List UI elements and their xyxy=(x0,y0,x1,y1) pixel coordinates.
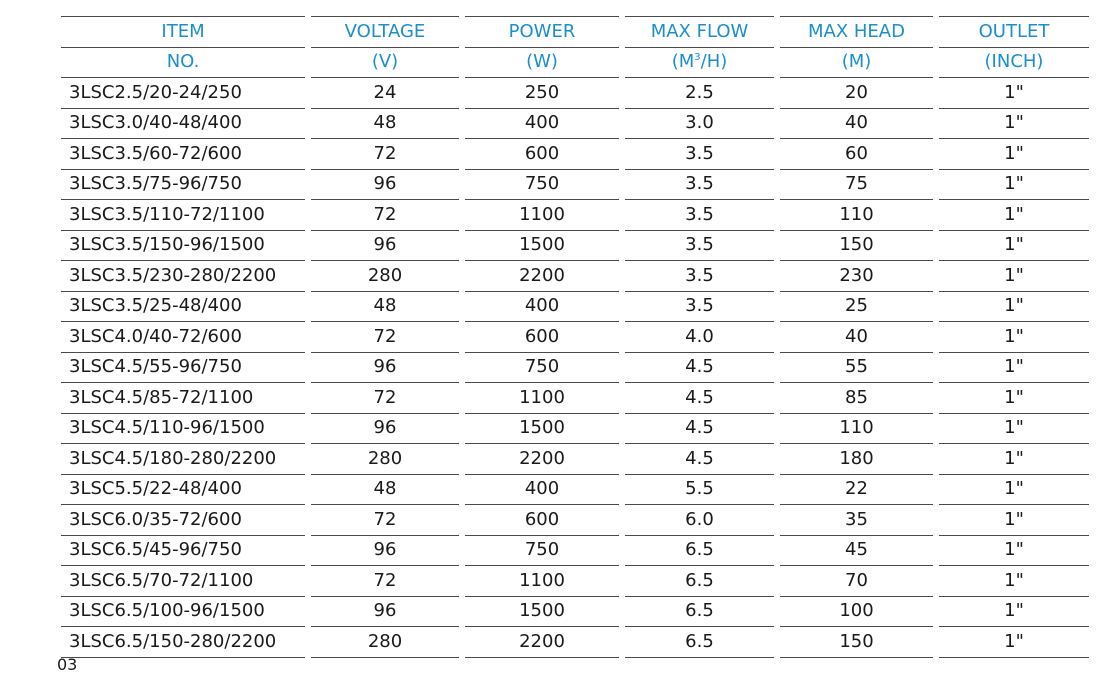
model-cell: 3LSC4.5/180-280/2200 xyxy=(61,444,305,475)
outlet-cell: 1" xyxy=(939,505,1089,536)
max-flow-cell: 5.5 xyxy=(625,475,774,506)
outlet-cell: 1" xyxy=(939,444,1089,475)
voltage-cell: 72 xyxy=(311,383,459,414)
outlet-cell: 1" xyxy=(939,475,1089,506)
max-head-cell: 180 xyxy=(780,444,933,475)
max-flow-cell: 4.5 xyxy=(625,353,774,384)
outlet-cell: 1" xyxy=(939,383,1089,414)
table-row xyxy=(61,383,1089,414)
max-head-cell: 110 xyxy=(780,414,933,445)
max-head-cell: 45 xyxy=(780,536,933,567)
header-item: ITEM xyxy=(61,16,305,48)
voltage-cell: 72 xyxy=(311,505,459,536)
power-cell: 1500 xyxy=(465,597,619,628)
power-cell: 2200 xyxy=(465,444,619,475)
max-head-cell: 150 xyxy=(780,231,933,262)
max-head-cell: 75 xyxy=(780,170,933,201)
max-flow-cell: 4.0 xyxy=(625,322,774,353)
header-voltage: VOLTAGE xyxy=(311,16,459,48)
max-flow-cell: 6.5 xyxy=(625,536,774,567)
max-flow-cell: 4.5 xyxy=(625,414,774,445)
voltage-cell: 280 xyxy=(311,261,459,292)
header-power: POWER xyxy=(465,16,619,48)
outlet-cell: 1" xyxy=(939,597,1089,628)
unit-flow xyxy=(625,48,774,79)
table-row xyxy=(61,505,1089,536)
model-cell: 3LSC6.0/35-72/600 xyxy=(61,505,305,536)
power-cell: 1500 xyxy=(465,414,619,445)
model-cell: 3LSC4.5/55-96/750 xyxy=(61,353,305,384)
voltage-cell: 96 xyxy=(311,414,459,445)
power-cell: 1100 xyxy=(465,383,619,414)
table-row xyxy=(61,536,1089,567)
max-flow-cell: 6.5 xyxy=(625,627,774,658)
unit-voltage: (V) xyxy=(311,48,459,79)
voltage-cell: 72 xyxy=(311,566,459,597)
unit-flow-exponent: 3 xyxy=(694,52,701,64)
model-cell: 3LSC4.5/110-96/1500 xyxy=(61,414,305,445)
table-row xyxy=(61,78,1089,109)
outlet-cell: 1" xyxy=(939,139,1089,170)
table-row xyxy=(61,444,1089,475)
unit-flow-prefix: (M xyxy=(671,51,695,73)
outlet-cell: 1" xyxy=(939,261,1089,292)
model-cell: 3LSC3.5/230-280/2200 xyxy=(61,261,305,292)
model-cell: 3LSC6.5/70-72/1100 xyxy=(61,566,305,597)
max-head-cell: 110 xyxy=(780,200,933,231)
max-head-cell: 20 xyxy=(780,78,933,109)
model-cell: 3LSC3.5/110-72/1100 xyxy=(61,200,305,231)
max-flow-cell: 3.5 xyxy=(625,292,774,323)
power-cell: 2200 xyxy=(465,627,619,658)
voltage-cell: 48 xyxy=(311,292,459,323)
max-flow-cell: 4.5 xyxy=(625,444,774,475)
power-cell: 400 xyxy=(465,475,619,506)
table-row xyxy=(61,170,1089,201)
unit-flow-suffix: /H) xyxy=(700,51,728,73)
max-head-cell: 25 xyxy=(780,292,933,323)
model-cell: 3LSC5.5/22-48/400 xyxy=(61,475,305,506)
power-cell: 600 xyxy=(465,322,619,353)
header-max-head: MAX HEAD xyxy=(780,16,933,48)
max-head-cell: 40 xyxy=(780,109,933,140)
voltage-cell: 72 xyxy=(311,139,459,170)
max-flow-cell: 3.5 xyxy=(625,200,774,231)
header-outlet: OUTLET xyxy=(939,16,1089,48)
model-cell: 3LSC3.0/40-48/400 xyxy=(61,109,305,140)
table-row xyxy=(61,322,1089,353)
max-head-cell: 85 xyxy=(780,383,933,414)
voltage-cell: 24 xyxy=(311,78,459,109)
max-head-cell: 40 xyxy=(780,322,933,353)
max-flow-cell: 6.5 xyxy=(625,597,774,628)
max-head-cell: 100 xyxy=(780,597,933,628)
header-max-flow: MAX FLOW xyxy=(625,16,774,48)
outlet-cell: 1" xyxy=(939,627,1089,658)
model-cell: 3LSC4.5/85-72/1100 xyxy=(61,383,305,414)
outlet-cell: 1" xyxy=(939,78,1089,109)
page-number: 03 xyxy=(57,655,78,674)
unit-power: (W) xyxy=(465,48,619,79)
table-row xyxy=(61,200,1089,231)
max-head-cell: 70 xyxy=(780,566,933,597)
table-header xyxy=(61,16,1089,78)
model-cell: 3LSC3.5/60-72/600 xyxy=(61,139,305,170)
max-head-cell: 150 xyxy=(780,627,933,658)
outlet-cell: 1" xyxy=(939,200,1089,231)
power-cell: 400 xyxy=(465,109,619,140)
model-cell: 3LSC4.0/40-72/600 xyxy=(61,322,305,353)
outlet-cell: 1" xyxy=(939,353,1089,384)
power-cell: 750 xyxy=(465,353,619,384)
max-flow-cell: 6.5 xyxy=(625,566,774,597)
max-flow-cell: 3.5 xyxy=(625,170,774,201)
power-cell: 1100 xyxy=(465,566,619,597)
voltage-cell: 96 xyxy=(311,597,459,628)
table-row xyxy=(61,139,1089,170)
model-cell: 3LSC6.5/45-96/750 xyxy=(61,536,305,567)
power-cell: 1500 xyxy=(465,231,619,262)
table-row xyxy=(61,231,1089,262)
voltage-cell: 96 xyxy=(311,170,459,201)
table-row xyxy=(61,597,1089,628)
outlet-cell: 1" xyxy=(939,109,1089,140)
outlet-cell: 1" xyxy=(939,566,1089,597)
max-head-cell: 55 xyxy=(780,353,933,384)
voltage-cell: 96 xyxy=(311,536,459,567)
model-cell: 3LSC3.5/25-48/400 xyxy=(61,292,305,323)
header-row-units xyxy=(61,48,1089,79)
max-head-cell: 230 xyxy=(780,261,933,292)
table-body xyxy=(61,78,1089,658)
model-cell: 3LSC6.5/100-96/1500 xyxy=(61,597,305,628)
voltage-cell: 280 xyxy=(311,627,459,658)
voltage-cell: 96 xyxy=(311,231,459,262)
unit-head: (M) xyxy=(780,48,933,79)
max-flow-cell: 3.5 xyxy=(625,261,774,292)
model-cell: 3LSC6.5/150-280/2200 xyxy=(61,627,305,658)
outlet-cell: 1" xyxy=(939,414,1089,445)
max-flow-cell: 3.5 xyxy=(625,231,774,262)
table-row xyxy=(61,475,1089,506)
power-cell: 600 xyxy=(465,505,619,536)
table-row xyxy=(61,292,1089,323)
max-head-cell: 22 xyxy=(780,475,933,506)
outlet-cell: 1" xyxy=(939,170,1089,201)
outlet-cell: 1" xyxy=(939,322,1089,353)
voltage-cell: 48 xyxy=(311,475,459,506)
power-cell: 400 xyxy=(465,292,619,323)
power-cell: 250 xyxy=(465,78,619,109)
max-flow-cell: 2.5 xyxy=(625,78,774,109)
header-row-labels xyxy=(61,16,1089,48)
voltage-cell: 48 xyxy=(311,109,459,140)
table-row xyxy=(61,109,1089,140)
outlet-cell: 1" xyxy=(939,231,1089,262)
power-cell: 600 xyxy=(465,139,619,170)
power-cell: 750 xyxy=(465,170,619,201)
unit-outlet: (INCH) xyxy=(939,48,1089,79)
table-row xyxy=(61,627,1089,658)
voltage-cell: 280 xyxy=(311,444,459,475)
model-cell: 3LSC3.5/150-96/1500 xyxy=(61,231,305,262)
max-head-cell: 60 xyxy=(780,139,933,170)
max-flow-cell: 3.0 xyxy=(625,109,774,140)
model-cell: 3LSC3.5/75-96/750 xyxy=(61,170,305,201)
table-row xyxy=(61,353,1089,384)
pump-spec-table xyxy=(55,16,1095,658)
outlet-cell: 1" xyxy=(939,292,1089,323)
model-cell: 3LSC2.5/20-24/250 xyxy=(61,78,305,109)
header-item-no: NO. xyxy=(61,48,305,79)
table-row xyxy=(61,414,1089,445)
power-cell: 1100 xyxy=(465,200,619,231)
power-cell: 750 xyxy=(465,536,619,567)
max-flow-cell: 4.5 xyxy=(625,383,774,414)
max-flow-cell: 6.0 xyxy=(625,505,774,536)
max-flow-cell: 3.5 xyxy=(625,139,774,170)
max-head-cell: 35 xyxy=(780,505,933,536)
voltage-cell: 96 xyxy=(311,353,459,384)
voltage-cell: 72 xyxy=(311,322,459,353)
voltage-cell: 72 xyxy=(311,200,459,231)
table-row xyxy=(61,566,1089,597)
table-row xyxy=(61,261,1089,292)
power-cell: 2200 xyxy=(465,261,619,292)
outlet-cell: 1" xyxy=(939,536,1089,567)
